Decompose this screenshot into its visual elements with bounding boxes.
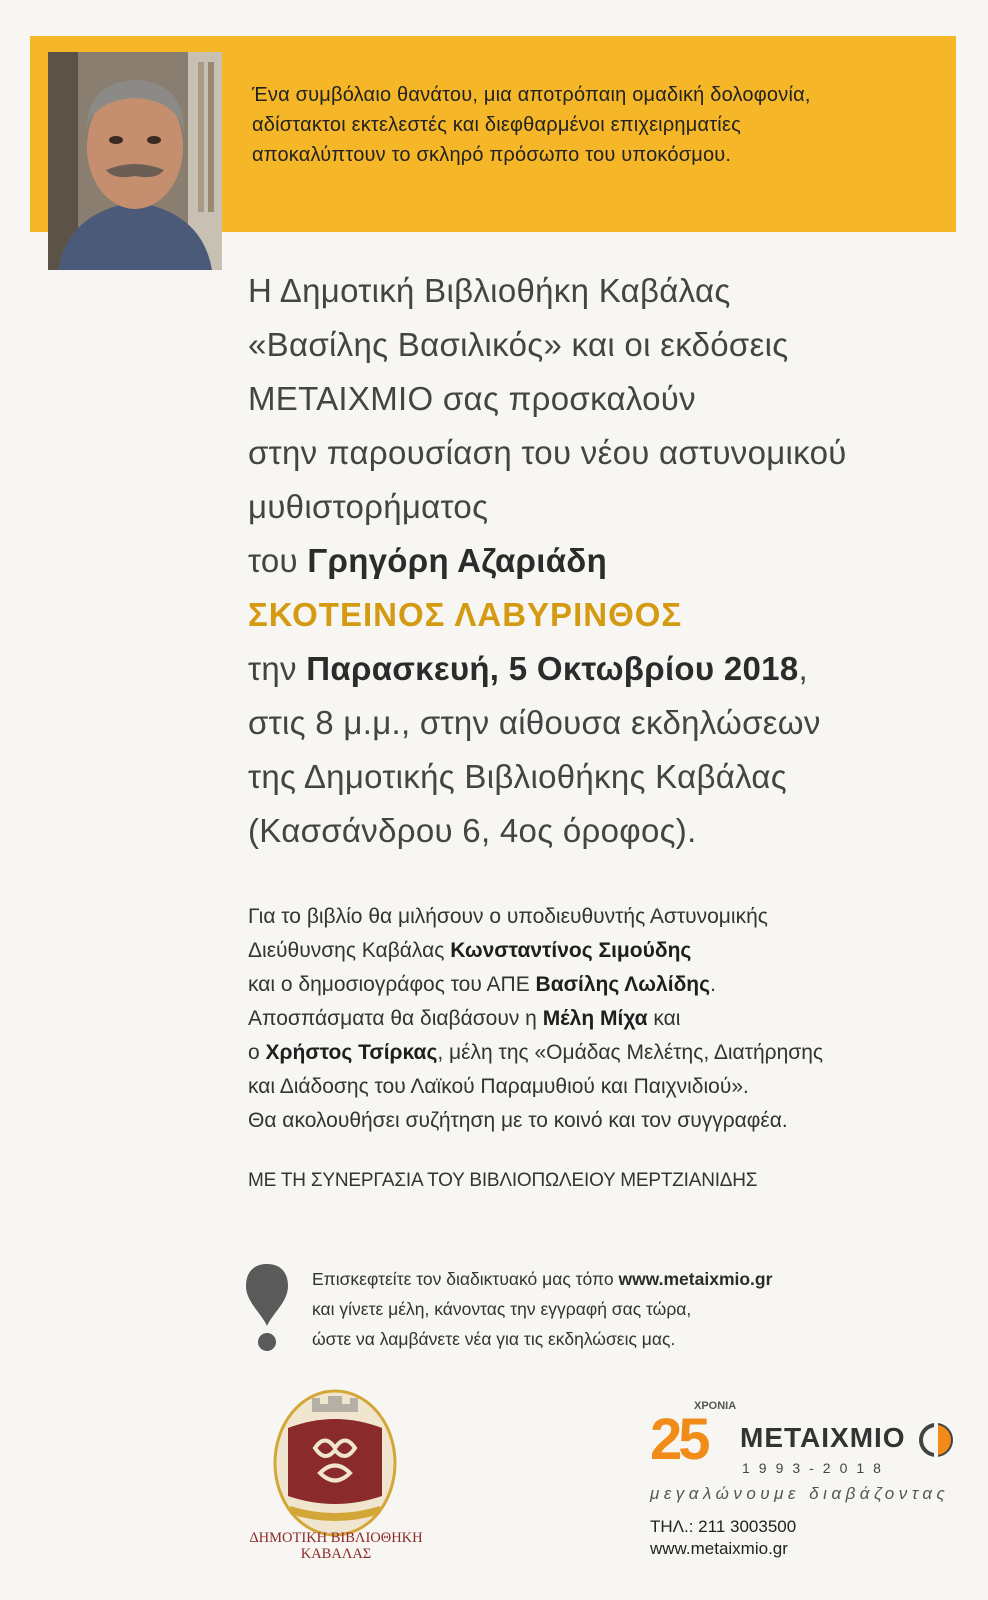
anniversary-word: ΧΡΟΝΙΑ [694,1400,737,1412]
publisher-website[interactable]: www.metaixmio.gr [650,1539,788,1558]
details-line: και Διάδοσης του Λαϊκού Παραμυθιού και Παιχνιδιού». [248,1075,749,1098]
details-text: και ο δημοσιογράφος του ΑΠΕ [248,973,536,996]
details-text: και [647,1007,681,1030]
library-name-line: ΚΑΒΑΛΑΣ [300,1546,372,1562]
invite-line: «Βασίλης Βασιλικός» και οι εκδόσεις [248,326,789,363]
details-line: Για το βιβλίο θα μιλήσουν ο υποδιευθυντής Αστυνομικής [248,905,768,928]
book-title: ΣΚΟΤΕΙΝΟΣ ΛΑΒΥΡΙΝΘΟΣ [248,596,683,633]
publisher-contact [650,1516,796,1560]
website-invitation [312,1264,772,1354]
location-pin-icon [244,1262,290,1352]
visit-line: ώστε να λαμβάνετε νέα για τις εκδηλώσεις μας. [312,1329,676,1349]
event-date: Παρασκευή, 5 Οκτωβρίου 2018 [306,650,799,687]
invite-line: Η Δημοτική Βιβλιοθήκη Καβάλας [248,272,731,309]
publisher-phone: ΤΗΛ.: 211 3003500 [650,1517,797,1536]
details-text: ο [248,1041,266,1064]
invitation [248,264,968,858]
date-line [248,642,968,696]
date-suffix: , [798,650,808,687]
details-line [248,1002,958,1036]
invite-line: μυθιστορήματος [248,488,489,525]
visit-line: και γίνετε μέλη, κάνοντας την εγγραφή σας τώρα, [312,1299,692,1319]
details-line [248,934,958,968]
details-line: Θα ακολουθήσει συζήτηση με το κοινό και τον συγγραφέα. [248,1109,788,1132]
author-prefix: του [248,542,298,579]
collaboration-note: ΜΕ ΤΗ ΣΥΝΕΡΓΑΣΙΑ ΤΟΥ ΒΙΒΛΙΟΠΩΛΕΙΟΥ ΜΕΡΤΖΙΑΝΙΔΗΣ [248,1170,758,1191]
visit-text: Επισκεφτείτε τον διαδικτυακό μας τόπο [312,1269,619,1289]
details-text: Διεύθυνσης Καβάλας [248,939,451,962]
author-name: Γρηγόρη Αζαριάδη [307,542,608,579]
intro-line: Ένα συμβόλαιο θανάτου, μια αποτρόπαιη ομαδική δολοφονία, [252,84,811,106]
date-prefix: την [248,650,297,687]
speaker-name: Βασίλης Λωλίδης [535,973,711,996]
invite-line: στις 8 μ.μ., στην αίθουσα εκδηλώσεων [248,704,821,741]
website-link[interactable]: www.metaixmio.gr [618,1269,773,1289]
publisher-name: ΜΕΤΑΙΧΜΙΟ [740,1422,906,1453]
intro-text [252,80,942,170]
speaker-name: Κωνσταντίνος Σιμούδης [450,939,692,962]
details-text: , μέλη της «Ομάδας Μελέτης, Διατήρησης [437,1041,824,1064]
author-portrait [48,52,222,270]
visit-line [312,1264,772,1294]
details-text: . [710,973,716,996]
intro-line: αποκαλύπτουν το σκληρό πρόσωπο του υποκόσμου. [252,144,732,166]
publisher-years: 1993-2018 [742,1460,890,1476]
reader-name: Μέλη Μίχα [542,1007,648,1030]
details-line [248,968,958,1002]
library-name-line: ΔΗΜΟΤΙΚΗ ΒΙΒΛΙΟΘΗΚΗ [249,1530,423,1546]
event-details [248,900,958,1138]
intro-line: αδίστακτοι εκτελεστές και διεφθαρμένοι επιχειρηματίες [252,114,741,136]
library-name [236,1530,436,1562]
publisher-slogan: μεγαλώνουμε διαβάζοντας [650,1484,950,1503]
author-line [248,534,968,588]
publisher-mark-icon [916,1420,956,1460]
publisher-logo [650,1400,970,1490]
anniversary-number: 25 [650,1407,707,1472]
details-line [248,1036,958,1070]
invite-line: της Δημοτικής Βιβλιοθήκης Καβάλας [248,758,787,795]
reader-name: Χρήστος Τσίρκας [265,1041,438,1064]
details-text: Αποσπάσματα θα διαβάσουν η [248,1007,543,1030]
invite-line: ΜΕΤΑΙΧΜΙΟ σας προσκαλούν [248,380,696,417]
library-logo [270,1388,400,1538]
invite-line: στην παρουσίαση του νέου αστυνομικού [248,434,847,471]
venue-address: (Κασσάνδρου 6, 4ος όροφος). [248,812,697,849]
